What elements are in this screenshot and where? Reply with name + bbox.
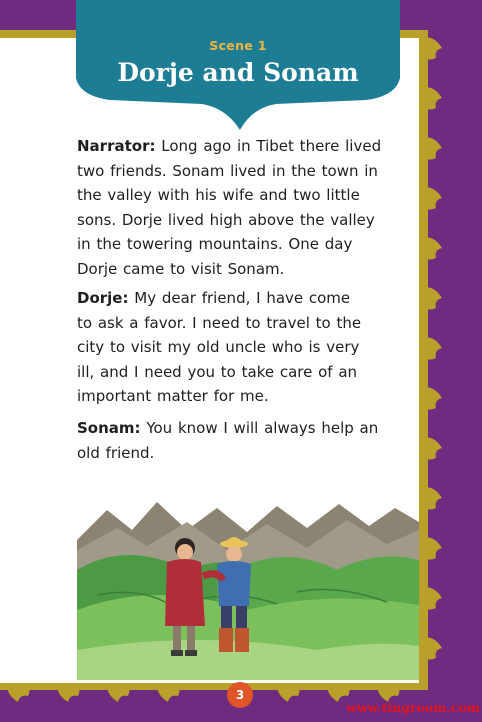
speaker-dorje: Dorje: bbox=[77, 289, 129, 307]
line: city to visit my old uncle who is very bbox=[77, 338, 360, 356]
page-number-badge: 3 bbox=[227, 682, 253, 708]
line: Long ago in Tibet there lived bbox=[161, 137, 382, 155]
line: old friend. bbox=[77, 443, 155, 462]
illustration-mountains-two-friends bbox=[77, 500, 419, 680]
line: the valley with his wife and two little bbox=[77, 186, 360, 204]
line: in the towering mountains. One day bbox=[77, 235, 353, 253]
scene-label: Scene 1 bbox=[209, 38, 267, 53]
decorative-scallops-right bbox=[418, 30, 442, 700]
paragraph-dorje bbox=[77, 286, 399, 409]
page-title: Dorje and Sonam bbox=[117, 58, 359, 87]
line: important matter for me. bbox=[77, 387, 269, 405]
speaker-sonam: Sonam: bbox=[77, 419, 141, 437]
line: My dear friend, I have come bbox=[134, 289, 351, 307]
watermark-text: www.tingroom.com bbox=[346, 700, 480, 715]
line: sons. Dorje lived high above the valley bbox=[77, 210, 375, 229]
line: You know I will always help an bbox=[146, 419, 379, 437]
paragraph-sonam bbox=[77, 416, 399, 465]
line: ill, and I need you to take care of an bbox=[77, 362, 358, 381]
line: two friends. Sonam lived in the town in bbox=[77, 161, 378, 180]
line: Dorje came to visit Sonam. bbox=[77, 259, 285, 278]
paragraph-narrator bbox=[77, 134, 399, 281]
speaker-narrator: Narrator: bbox=[77, 137, 156, 155]
line: to ask a favor. I need to travel to the bbox=[77, 313, 362, 332]
